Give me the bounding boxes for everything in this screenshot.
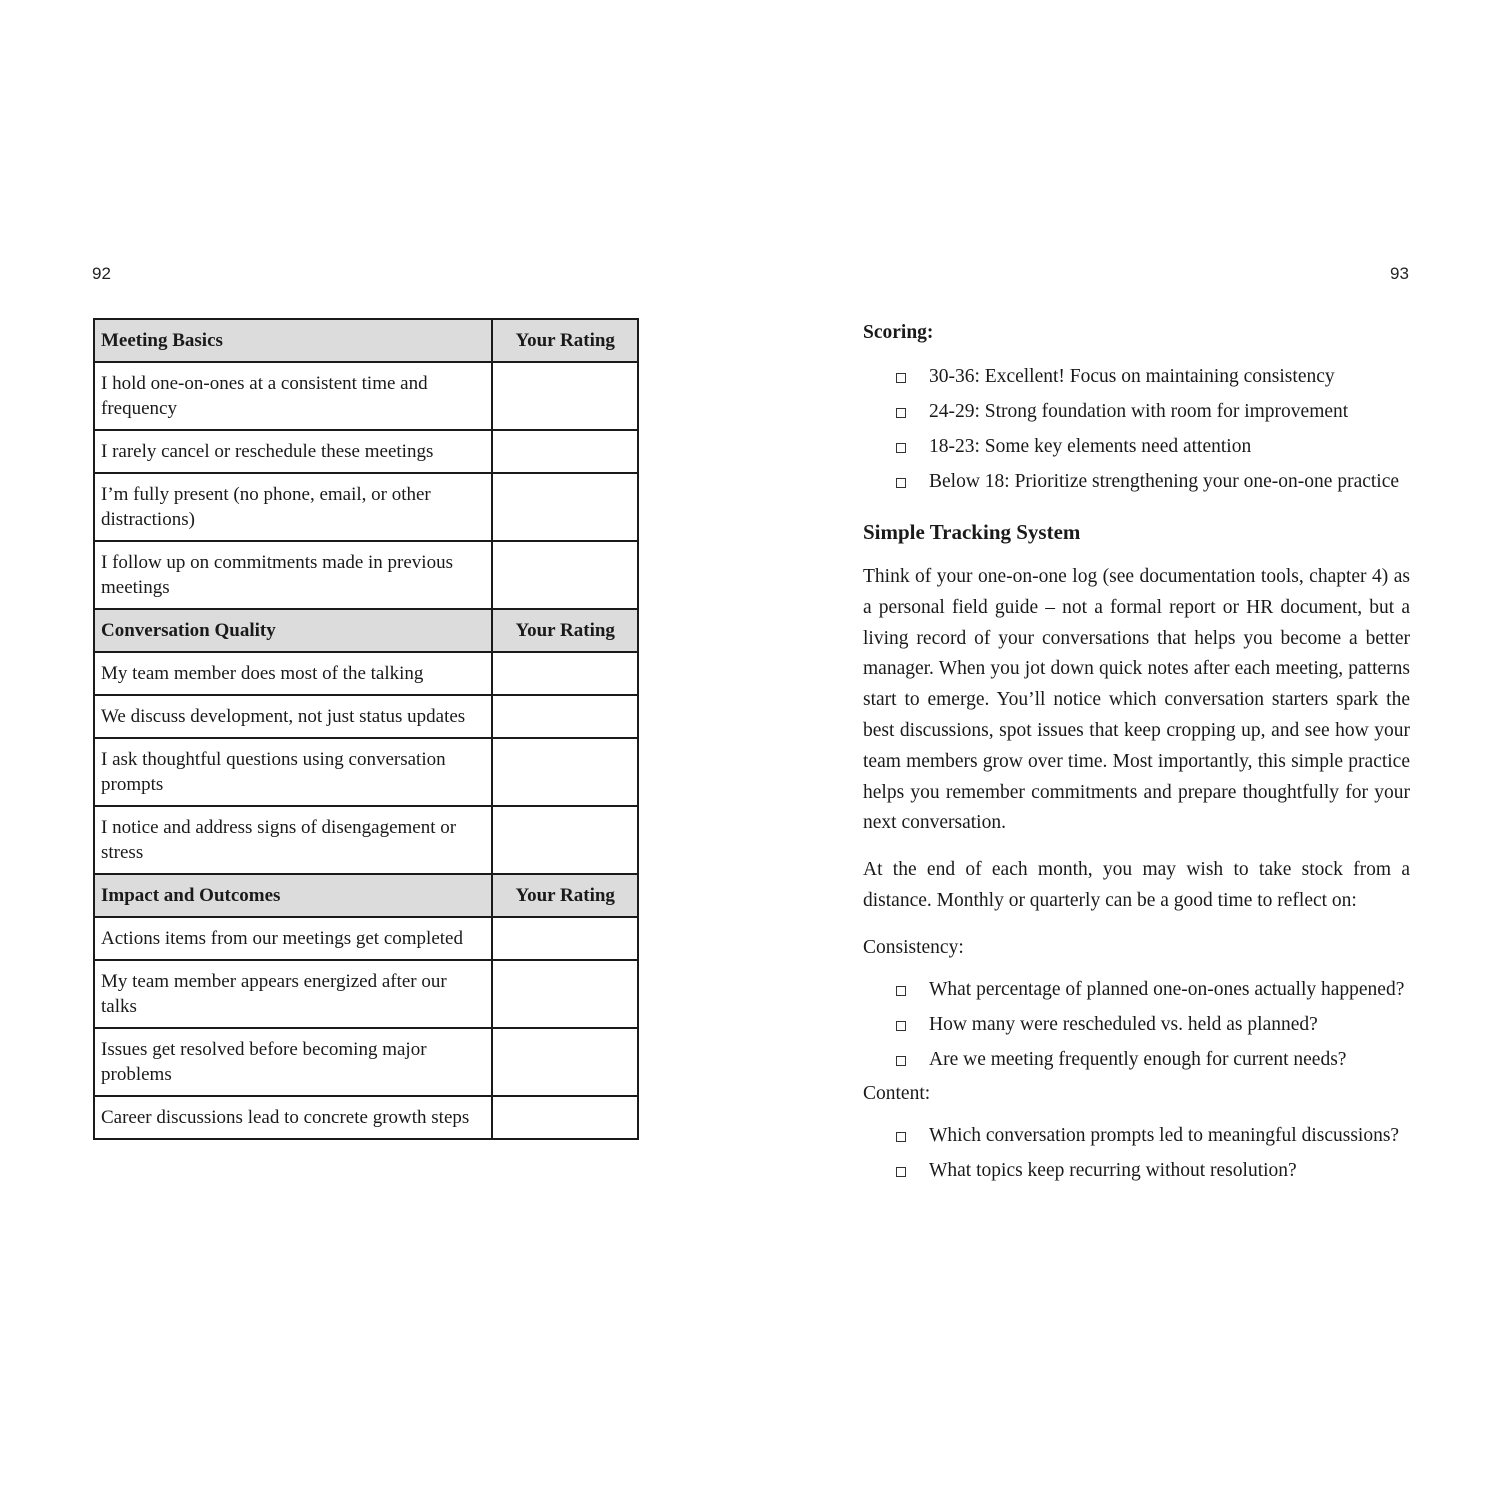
scoring-list	[863, 359, 1410, 499]
item-text: Actions items from our meetings get completed	[94, 917, 492, 960]
section-heading: Simple Tracking System	[863, 520, 1081, 544]
rating-cell[interactable]	[492, 362, 638, 430]
list-item-text: What topics keep recurring without resolution?	[929, 1159, 1297, 1181]
list-item-text: 18-23: Some key elements need attention	[929, 436, 1252, 457]
item-text: We discuss development, not just status updates	[94, 695, 492, 738]
table-row	[94, 652, 638, 695]
tracking-paragraph: Think of your one-on-one log (see documentation tools, chapter 4) as a personal field guide – not a formal report or HR document, but a living record of your conversations that helps you become a better manager. When you jot down quick notes after each meeting, patterns start to emerge. You’ll notice which conversation starters spark the best discussions, spot issues that keep cropping up, and see how your team members grow over time. Most importantly, this simple practice helps you remember commitments and prepare thoughtfully for your next conversation.	[863, 566, 1410, 834]
table-row	[94, 960, 638, 1028]
checkbox-icon[interactable]	[896, 408, 906, 418]
table-row	[94, 806, 638, 874]
list-item	[863, 1153, 1410, 1188]
list-item-text: How many were rescheduled vs. held as planned?	[929, 1013, 1318, 1035]
item-text: Issues get resolved before becoming major problems	[94, 1028, 492, 1096]
section-header-row	[94, 874, 638, 917]
item-text: I hold one-on-ones at a consistent time and frequency	[94, 362, 492, 430]
item-text: I rarely cancel or reschedule these meetings	[94, 430, 492, 473]
list-item	[863, 429, 1410, 464]
consistency-label: Consistency:	[863, 936, 964, 958]
list-item-text: 24-29: Strong foundation with room for improvement	[929, 401, 1349, 422]
page-number-left: 92	[92, 264, 111, 283]
rating-header: Your Rating	[492, 319, 638, 362]
table-row	[94, 541, 638, 609]
consistency-list	[863, 972, 1410, 1077]
rating-header: Your Rating	[492, 609, 638, 652]
content-list	[863, 1118, 1410, 1188]
rating-header: Your Rating	[492, 874, 638, 917]
checkbox-icon[interactable]	[896, 986, 906, 996]
rating-cell[interactable]	[492, 473, 638, 541]
item-text: I’m fully present (no phone, email, or other distractions)	[94, 473, 492, 541]
rating-cell[interactable]	[492, 541, 638, 609]
list-item	[863, 972, 1410, 1007]
table-row	[94, 430, 638, 473]
section-header-row	[94, 609, 638, 652]
content-label: Content:	[863, 1082, 931, 1104]
item-text: Career discussions lead to concrete growth steps	[94, 1096, 492, 1139]
rating-cell[interactable]	[492, 652, 638, 695]
item-text: I ask thoughtful questions using conversation prompts	[94, 738, 492, 806]
checkbox-icon[interactable]	[896, 1132, 906, 1142]
rating-cell[interactable]	[492, 1028, 638, 1096]
rating-cell[interactable]	[492, 695, 638, 738]
checkbox-icon[interactable]	[896, 478, 906, 488]
list-item-text: 30-36: Excellent! Focus on maintaining consistency	[929, 366, 1335, 387]
item-text: My team member does most of the talking	[94, 652, 492, 695]
scoring-heading: Scoring:	[863, 322, 934, 343]
table-row	[94, 473, 638, 541]
table-row	[94, 362, 638, 430]
list-item	[863, 1118, 1410, 1153]
rating-cell[interactable]	[492, 806, 638, 874]
rating-cell[interactable]	[492, 960, 638, 1028]
rating-cell[interactable]	[492, 1096, 638, 1139]
checkbox-icon[interactable]	[896, 1056, 906, 1066]
list-item-text: Are we meeting frequently enough for current needs?	[929, 1048, 1347, 1070]
section-title: Impact and Outcomes	[94, 874, 492, 917]
list-item	[863, 394, 1410, 429]
table-row	[94, 917, 638, 960]
self-assessment-table	[93, 318, 639, 1140]
page-number-right: 93	[1390, 264, 1409, 283]
list-item-text: Below 18: Prioritize strengthening your one-on-one practice	[929, 471, 1400, 492]
table-row	[94, 1028, 638, 1096]
table-row	[94, 738, 638, 806]
rating-cell[interactable]	[492, 917, 638, 960]
rating-cell[interactable]	[492, 738, 638, 806]
section-title: Meeting Basics	[94, 319, 492, 362]
section-header-row	[94, 319, 638, 362]
list-item	[863, 1042, 1410, 1077]
list-item-text: What percentage of planned one-on-ones actually happened?	[929, 978, 1405, 1000]
list-item	[863, 1007, 1410, 1042]
checkbox-icon[interactable]	[896, 443, 906, 453]
checkbox-icon[interactable]	[896, 1021, 906, 1031]
item-text: I notice and address signs of disengagement or stress	[94, 806, 492, 874]
list-item-text: Which conversation prompts led to meaningful discussions?	[929, 1124, 1400, 1146]
table-row	[94, 695, 638, 738]
list-item	[863, 464, 1410, 499]
list-item	[863, 359, 1410, 394]
section-title: Conversation Quality	[94, 609, 492, 652]
item-text: My team member appears energized after our talks	[94, 960, 492, 1028]
checkbox-icon[interactable]	[896, 373, 906, 383]
rating-cell[interactable]	[492, 430, 638, 473]
table-row	[94, 1096, 638, 1139]
reflection-paragraph: At the end of each month, you may wish to take stock from a distance. Monthly or quarterly can be a good time to reflect on:	[863, 859, 1410, 911]
item-text: I follow up on commitments made in previous meetings	[94, 541, 492, 609]
checkbox-icon[interactable]	[896, 1167, 906, 1177]
right-page-content	[863, 318, 1410, 1188]
